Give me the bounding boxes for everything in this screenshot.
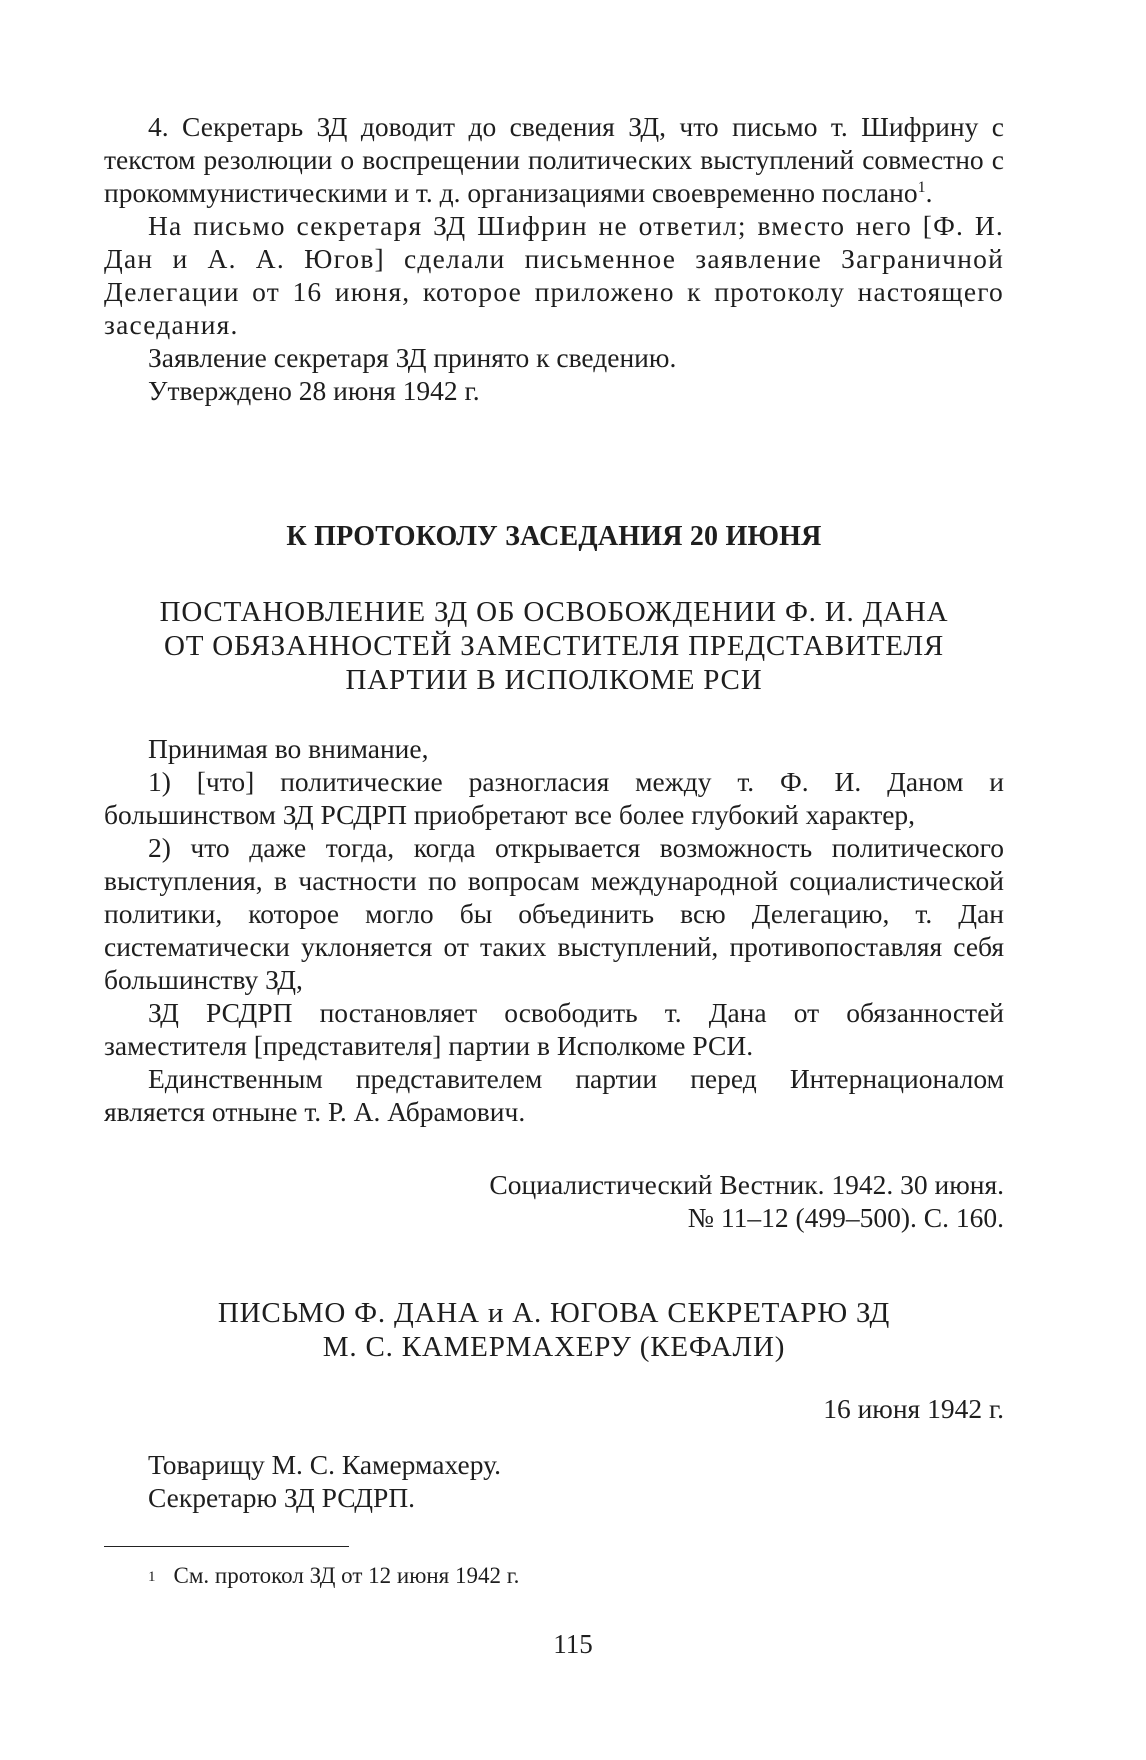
source-line: Социалистический Вестник. 1942. 30 июня. xyxy=(489,1169,1004,1200)
resolution-decision: ЗД РСДРП постановляет освободить т. Дана от обязанностей заместителя [представителя] партии в Исполкоме РСИ. xyxy=(104,997,1004,1061)
footnote-divider xyxy=(104,1546,349,1547)
source-line: № 11–12 (499–500). С. 160. xyxy=(687,1202,1004,1233)
reply-paragraph: На письмо секретаря ЗД Шифрин не ответил; вместо него [Ф. И. Дан и А. А. Югов] сделали письменное заявление Заграничной Делегации от 16 июня, которое приложено к протоколу настоящего заседания. xyxy=(104,210,1004,340)
resolution-body xyxy=(104,732,1004,1128)
resolution-title-line: ПАРТИИ В ИСПОЛКОМЕ РСИ xyxy=(345,664,763,696)
letter-title-line: ПИСЬМО Ф. ДАНА и А. ЮГОВА СЕКРЕТАРЮ ЗД xyxy=(217,1297,891,1329)
item-4-paragraph: 4. Секретарь ЗД доводит до сведения ЗД, что письмо т. Шифрину с текстом резолюции о воспрещении политических выступлений совместно с прокоммунистическими и т. д. организациями своевременно послано$^1$. xyxy=(104,111,1004,208)
protocol-continuation xyxy=(104,110,1004,407)
resolution-point-2: 2) что даже тогда, когда открывается возможность политического выступления, в частности по вопросам международной социалистической политики, которое могло бы объединить всю Делегацию, т. Дан систематически уклоняется от таких выступлений, противопоставляя себя большинству ЗД, xyxy=(104,832,1004,995)
resolution-point-1: 1) [что] политические разногласия между т. Ф. И. Даном и большинством ЗД РСДРП приобретают все более глубокий характер, xyxy=(104,766,1004,830)
footnote-mark: 1 xyxy=(148,1569,156,1585)
footnote xyxy=(148,1562,519,1593)
resolution-title-line: ОТ ОБЯЗАННОСТЕЙ ЗАМЕСТИТЕЛЯ ПРЕДСТАВИТЕЛЯ xyxy=(163,630,945,662)
footnote-ref[interactable]: 1 xyxy=(917,178,926,196)
accepted-paragraph: Заявление секретаря ЗД принято к сведению. xyxy=(148,342,677,373)
approved-paragraph: Утверждено 28 июня 1942 г. xyxy=(148,375,480,406)
resolution-title xyxy=(104,595,1004,697)
address-line: Секретарю ЗД РСДРП. xyxy=(148,1482,416,1513)
letter-date: 16 июня 1942 г. xyxy=(823,1393,1004,1424)
letter-title xyxy=(104,1296,1004,1364)
section-heading: К ПРОТОКОЛУ ЗАСЕДАНИЯ 20 ИЮНЯ xyxy=(286,521,822,552)
source-citation xyxy=(104,1168,1004,1234)
letter-title-line: М. С. КАМЕРМАХЕРУ (КЕФАЛИ) xyxy=(322,1331,786,1363)
resolution-intro: Принимая во внимание, xyxy=(148,733,429,764)
letter-address xyxy=(104,1448,1004,1514)
resolution-representative: Единственным представителем партии перед Интернационалом является отныне т. Р. А. Абрамович. xyxy=(104,1063,1004,1127)
page-number: 115 xyxy=(553,1629,593,1659)
resolution-title-line: ПОСТАНОВЛЕНИЕ ЗД ОБ ОСВОБОЖДЕНИИ Ф. И. ДАНА xyxy=(159,596,949,628)
address-line: Товарищу М. С. Камермахеру. xyxy=(148,1449,501,1480)
footnote-text: См. протокол ЗД от 12 июня 1942 г. xyxy=(173,1563,520,1588)
